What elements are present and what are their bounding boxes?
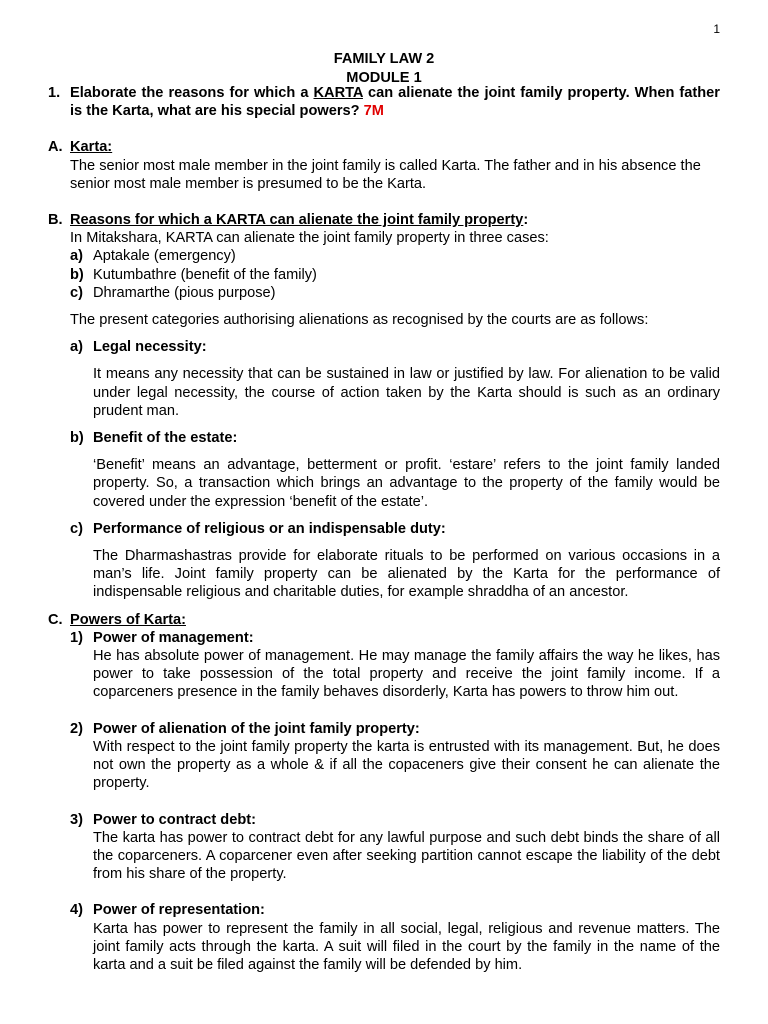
section-a xyxy=(48,138,720,193)
category-label: b) xyxy=(70,430,84,447)
question-number: 1. xyxy=(48,85,61,101)
category-body: It means any necessity that can be sustained in law or justified by law. For alienation to be valid under legal necessity, the course of action taken by the Karta should is such as an ordinary prudent man. xyxy=(93,366,720,419)
power-alienation xyxy=(70,720,720,793)
power-heading: Power of alienation of the joint family property: xyxy=(93,720,420,737)
power-representation xyxy=(70,901,720,974)
list-item xyxy=(70,247,720,265)
section-c-heading: Powers of Karta: xyxy=(70,611,186,628)
section-c-label: C. xyxy=(48,611,63,628)
power-body: He has absolute power of management. He may manage the family affairs the way he likes, has power to take possession of the total property and receive the joint family income. If a coparceners presence in the family behaves disorderly, Karta has powers to throw him out. xyxy=(93,648,720,701)
category-heading: Benefit of the estate: xyxy=(93,430,238,447)
question-text-end: can alienate the joint family property. When father is the Karta, what are his special powers? xyxy=(70,85,720,120)
page-number: 1 xyxy=(713,22,720,36)
section-b-heading: Reasons for which a KARTA can alienate the joint family property xyxy=(70,212,524,229)
section-a-label: A. xyxy=(48,139,63,156)
category-benefit-of-estate xyxy=(70,429,720,511)
case-label: a) xyxy=(70,248,83,265)
power-body: Karta has power to represent the family in all social, legal, religious and revenue matters. The joint family acts through the karta. A suit will filed in the court by the family in the name of the karta and a suit be filed against the family will be defended by him. xyxy=(93,920,720,973)
question-text xyxy=(70,84,720,120)
section-b xyxy=(48,211,720,602)
power-label: 2) xyxy=(70,720,83,737)
power-contract-debt xyxy=(70,811,720,884)
category-heading: Legal necessity: xyxy=(93,339,207,356)
document-title: FAMILY LAW 2 xyxy=(333,51,435,67)
power-label: 1) xyxy=(70,629,83,646)
question-text-start: Elaborate the reasons for which a xyxy=(70,85,309,101)
power-heading: Power of management: xyxy=(93,629,254,646)
section-a-heading: Karta: xyxy=(70,139,113,156)
category-label: c) xyxy=(70,520,83,537)
section-b-heading-colon: : xyxy=(523,212,529,229)
section-b-intro: In Mitakshara, KARTA can alienate the joint family property in three cases: xyxy=(70,230,549,247)
category-label: a) xyxy=(70,339,83,356)
section-b-label: B. xyxy=(48,212,63,229)
power-label: 4) xyxy=(70,902,83,919)
list-item xyxy=(70,266,720,284)
category-body: ‘Benefit’ means an advantage, betterment or profit. ‘estare’ refers to the joint family landed property. So, a transaction which brings an advantage to the property of the family would be covered under the expression ‘benefit of the estate’. xyxy=(93,457,720,510)
power-heading: Power to contract debt: xyxy=(93,811,256,828)
category-legal-necessity xyxy=(70,338,720,420)
case-text: Dhramarthe (pious purpose) xyxy=(93,284,276,301)
question-marks: 7M xyxy=(363,103,384,120)
category-body: The Dharmashastras provide for elaborate rituals to be performed on various occasions in a man’s life. Joint family property can be alienated by the Karta for the performance of indispensable religious and charitable duties, for example shraddha of an ancestor. xyxy=(93,548,720,601)
power-heading: Power of representation: xyxy=(93,902,265,919)
power-label: 3) xyxy=(70,811,83,828)
cases-list xyxy=(70,247,720,302)
case-text: Kutumbathre (benefit of the family) xyxy=(93,266,317,283)
module-title: MODULE 1 xyxy=(346,70,422,86)
section-c xyxy=(48,611,720,974)
list-item xyxy=(70,284,720,302)
document-body xyxy=(48,84,720,974)
document-titles xyxy=(0,50,768,88)
power-management xyxy=(70,629,720,702)
category-heading: Performance of religious or an indispensable duty: xyxy=(93,520,446,537)
case-label: c) xyxy=(70,284,83,301)
question xyxy=(48,84,720,120)
case-text: Aptakale (emergency) xyxy=(93,248,236,265)
case-label: b) xyxy=(70,266,84,283)
category-religious-duty xyxy=(70,520,720,602)
power-body: With respect to the joint family property the karta is entrusted with its management. But, he does not own the property as a whole & if all the copaceners give their consent he can alienate the property. xyxy=(93,738,720,792)
power-body: The karta has power to contract debt for any lawful purpose and such debt binds the share of all the coparceners. A coparcener even after seeking partition cannot escape the liability of the debt from his share of the property. xyxy=(93,829,720,883)
question-karta: KARTA xyxy=(313,85,363,101)
section-a-body: The senior most male member in the joint family is called Karta. The father and in his absence the senior most male member is presumed to be the Karta. xyxy=(70,157,701,192)
present-categories-intro: The present categories authorising alienations as recognised by the courts are as follows: xyxy=(70,312,649,329)
